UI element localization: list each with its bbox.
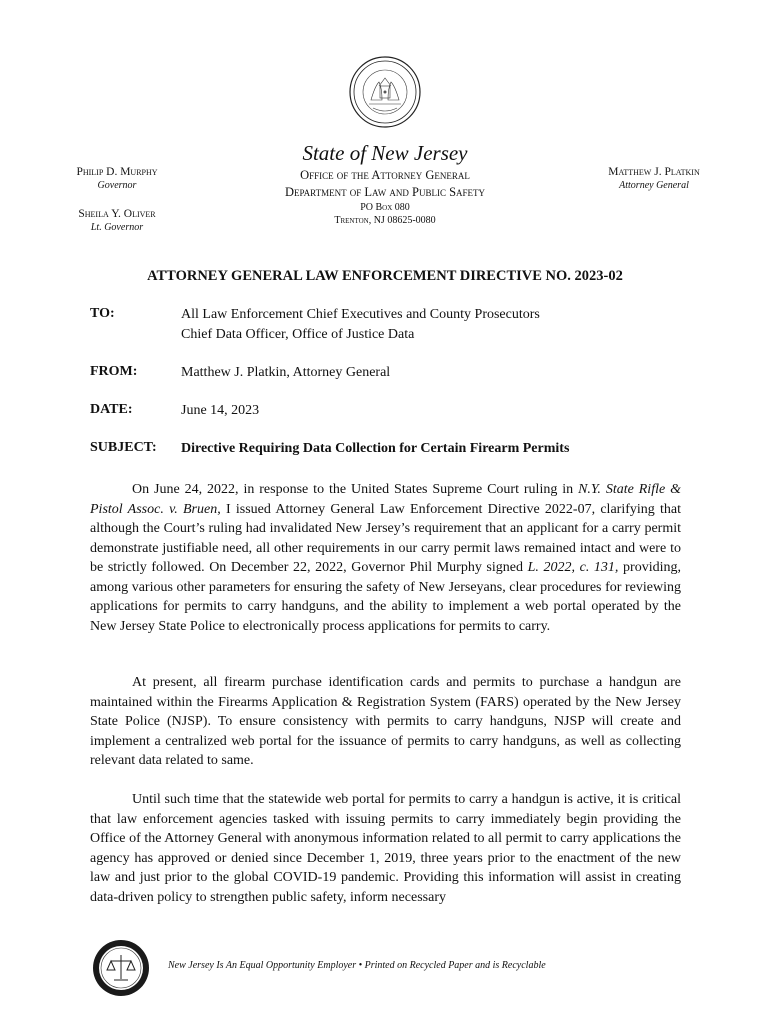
ag-name: Matthew J. Platkin — [608, 166, 700, 178]
footer-text: New Jersey Is An Equal Opportunity Employer • Printed on Recycled Paper and is Recyclable — [168, 960, 546, 971]
to-line2: Chief Data Officer, Office of Justice Data — [181, 327, 415, 342]
state-title: State of New Jersey — [302, 141, 468, 165]
po-box: PO Box 080 — [360, 202, 410, 213]
to-line1: All Law Enforcement Chief Executives and County Prosecutors — [181, 307, 540, 322]
to-recipients — [181, 305, 540, 345]
office-seal-image — [92, 939, 150, 997]
to-label: TO: — [90, 306, 115, 321]
p1-text-a: On June 24, 2022, in response to the United States Supreme Court ruling in — [132, 482, 579, 497]
date-label: DATE: — [90, 402, 133, 417]
city-line: Trenton, NJ 08625-0080 — [334, 215, 436, 226]
p1-law-citation: L. 2022, c. 131, — [527, 560, 619, 575]
date-value: June 14, 2023 — [181, 403, 260, 418]
body-paragraph-3 — [90, 790, 681, 907]
p1-text-b: , I issued Attorney General Law Enforcement Directive 2022-07, clarifying that although the Court’s ruling had invalidated New Jersey’s requirement that an applicant for a carry permit demonstrate justifiable need, all other requirements in our carry permit laws remained intact and were to be strictly followed. On December 22, 2022, Governor Phil Murphy signed — [90, 501, 681, 575]
office-line2: Department of Law and Public Safety — [284, 185, 486, 199]
governor-name: Philip D. Murphy — [76, 166, 158, 178]
p3-text: Until such time that the statewide web portal for permits to carry a handgun is active, it is critical that law enforcement agencies tasked with issuing permits to carry immediately begin providing the Office of the Attorney General with anonymous information related to all permit to carry applications the agency has approved or denied since December 1, 2019, three years prior to the enactment of the new law and just prior to the global COVID-19 pandemic. Providing this information will assist in creating data-driven policy to strengthen public safety, inform necessary — [90, 792, 681, 905]
subject-label: SUBJECT: — [90, 440, 157, 455]
lt-governor-name: Sheila Y. Oliver — [78, 208, 156, 220]
subject-value: Directive Requiring Data Collection for Certain Firearm Permits — [181, 441, 570, 456]
body-paragraph-1 — [90, 480, 681, 636]
office-line1: Office of the Attorney General — [300, 168, 470, 182]
p1-text-c: providing, among various other parameters for ensuring the safety of New Jerseyans, clear procedures for reviewing applications for permits to carry handguns, and the ability to implement a web portal operated by the New Jersey State Police to electronically process applications for permits to carry. — [90, 560, 681, 634]
from-value: Matthew J. Platkin, Attorney General — [181, 365, 391, 380]
state-seal-image — [349, 56, 421, 128]
governor-block — [62, 165, 172, 235]
governor-title: Governor — [97, 180, 137, 191]
ag-title: Attorney General — [619, 180, 689, 191]
directive-title: ATTORNEY GENERAL LAW ENFORCEMENT DIRECTIVE NO. 2023-02 — [147, 268, 623, 284]
from-label: FROM: — [90, 364, 138, 379]
office-block — [230, 167, 540, 227]
attorney-general-block — [598, 165, 710, 193]
lt-governor-title: Lt. Governor — [90, 222, 144, 233]
p1-case-name: N.Y. State Rifle & Pistol Assoc. v. Bruen — [90, 482, 681, 517]
p2-text: At present, all firearm purchase identification cards and permits to purchase a handgun are maintained within the Firearms Application & Registration System (FARS) operated by the New Jersey State Police (NJSP). To ensure consistency with permits to carry handguns, NJSP will create and implement a centralized web portal for the issuance of permits to carry handguns, as well as collecting relevant data related to same. — [90, 675, 681, 768]
body-paragraph-2 — [90, 673, 681, 771]
